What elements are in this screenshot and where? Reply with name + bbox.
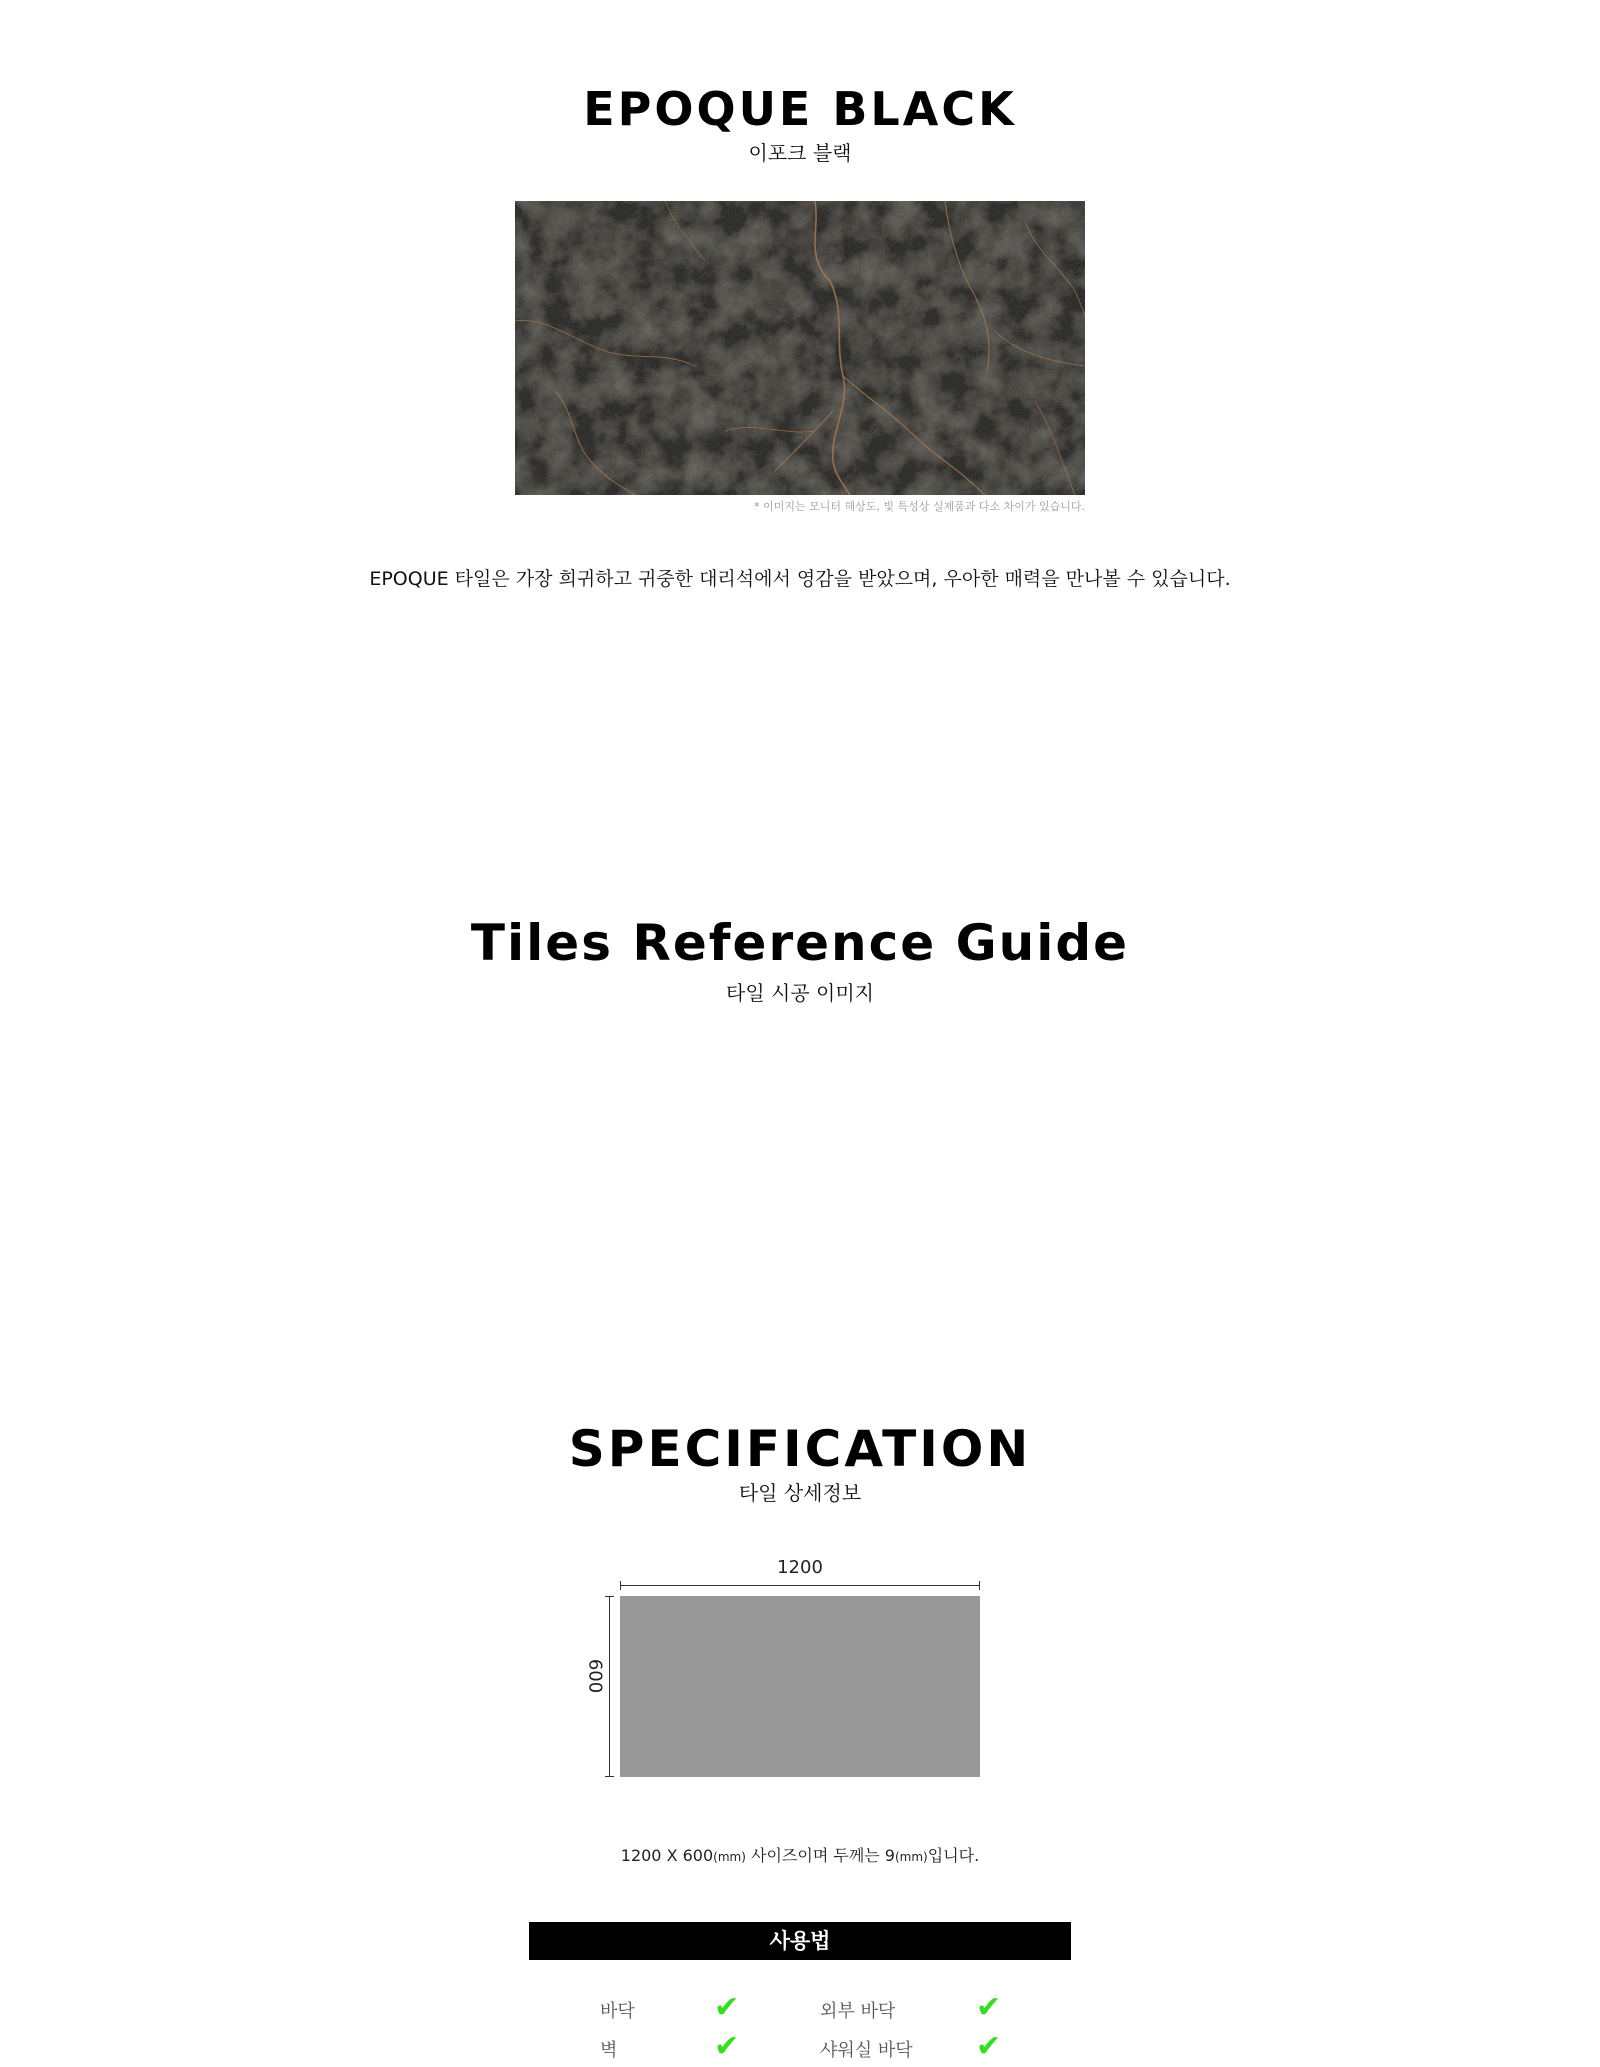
spec-title: SPECIFICATION <box>568 1420 1032 1478</box>
height-tick-top <box>605 1596 614 1597</box>
size-text-b: 사이즈이며 두께는 9 <box>745 1846 895 1865</box>
reference-title: Tiles Reference Guide <box>470 914 1130 972</box>
marble-tile-image <box>515 201 1085 495</box>
reference-subtitle: 타일 시공 이미지 <box>726 981 874 1005</box>
size-unit-b: (mm) <box>895 1850 928 1864</box>
product-description: EPOQUE 타일은 가장 희귀하고 귀중한 대리석에서 영감을 받았으며, 우아한 매력을 만나볼 수 있습니다. <box>369 568 1231 590</box>
check-icon: ✔ <box>976 1990 1002 2025</box>
usage-label-floor: 바닥 <box>600 2001 635 2022</box>
check-icon: ✔ <box>976 2029 1002 2064</box>
size-unit-a: (mm) <box>713 1850 746 1864</box>
usage-label-wall: 벽 <box>600 2040 618 2061</box>
size-description <box>0 1843 1600 1866</box>
width-tick-left <box>620 1581 621 1590</box>
size-text-c: 입니다. <box>927 1846 980 1865</box>
product-subtitle: 이포크 블랙 <box>748 141 852 165</box>
width-dimension-label: 1200 <box>777 1557 823 1578</box>
usage-header: 사용법 <box>529 1922 1071 1960</box>
image-disclaimer: * 이미지는 모니터 해상도, 빛 특성상 실제품과 다소 차이가 있습니다. <box>754 500 1085 513</box>
spec-subtitle: 타일 상세정보 <box>738 1481 862 1505</box>
check-icon: ✔ <box>714 2029 740 2064</box>
marble-texture <box>515 201 1085 495</box>
height-tick-bottom <box>605 1776 614 1777</box>
product-title: EPOQUE BLACK <box>583 82 1017 136</box>
tile-size-diagram <box>620 1596 980 1777</box>
size-text-a: 1200 X 600 <box>620 1846 714 1865</box>
width-dimension-line <box>620 1585 980 1586</box>
width-tick-right <box>979 1581 980 1590</box>
height-dimension-label: 600 <box>584 1658 606 1694</box>
usage-label-shower-floor: 샤워실 바닥 <box>820 2040 913 2061</box>
height-dimension-line <box>609 1596 610 1777</box>
usage-label-exterior-floor: 외부 바닥 <box>820 2001 896 2022</box>
check-icon: ✔ <box>714 1990 740 2025</box>
